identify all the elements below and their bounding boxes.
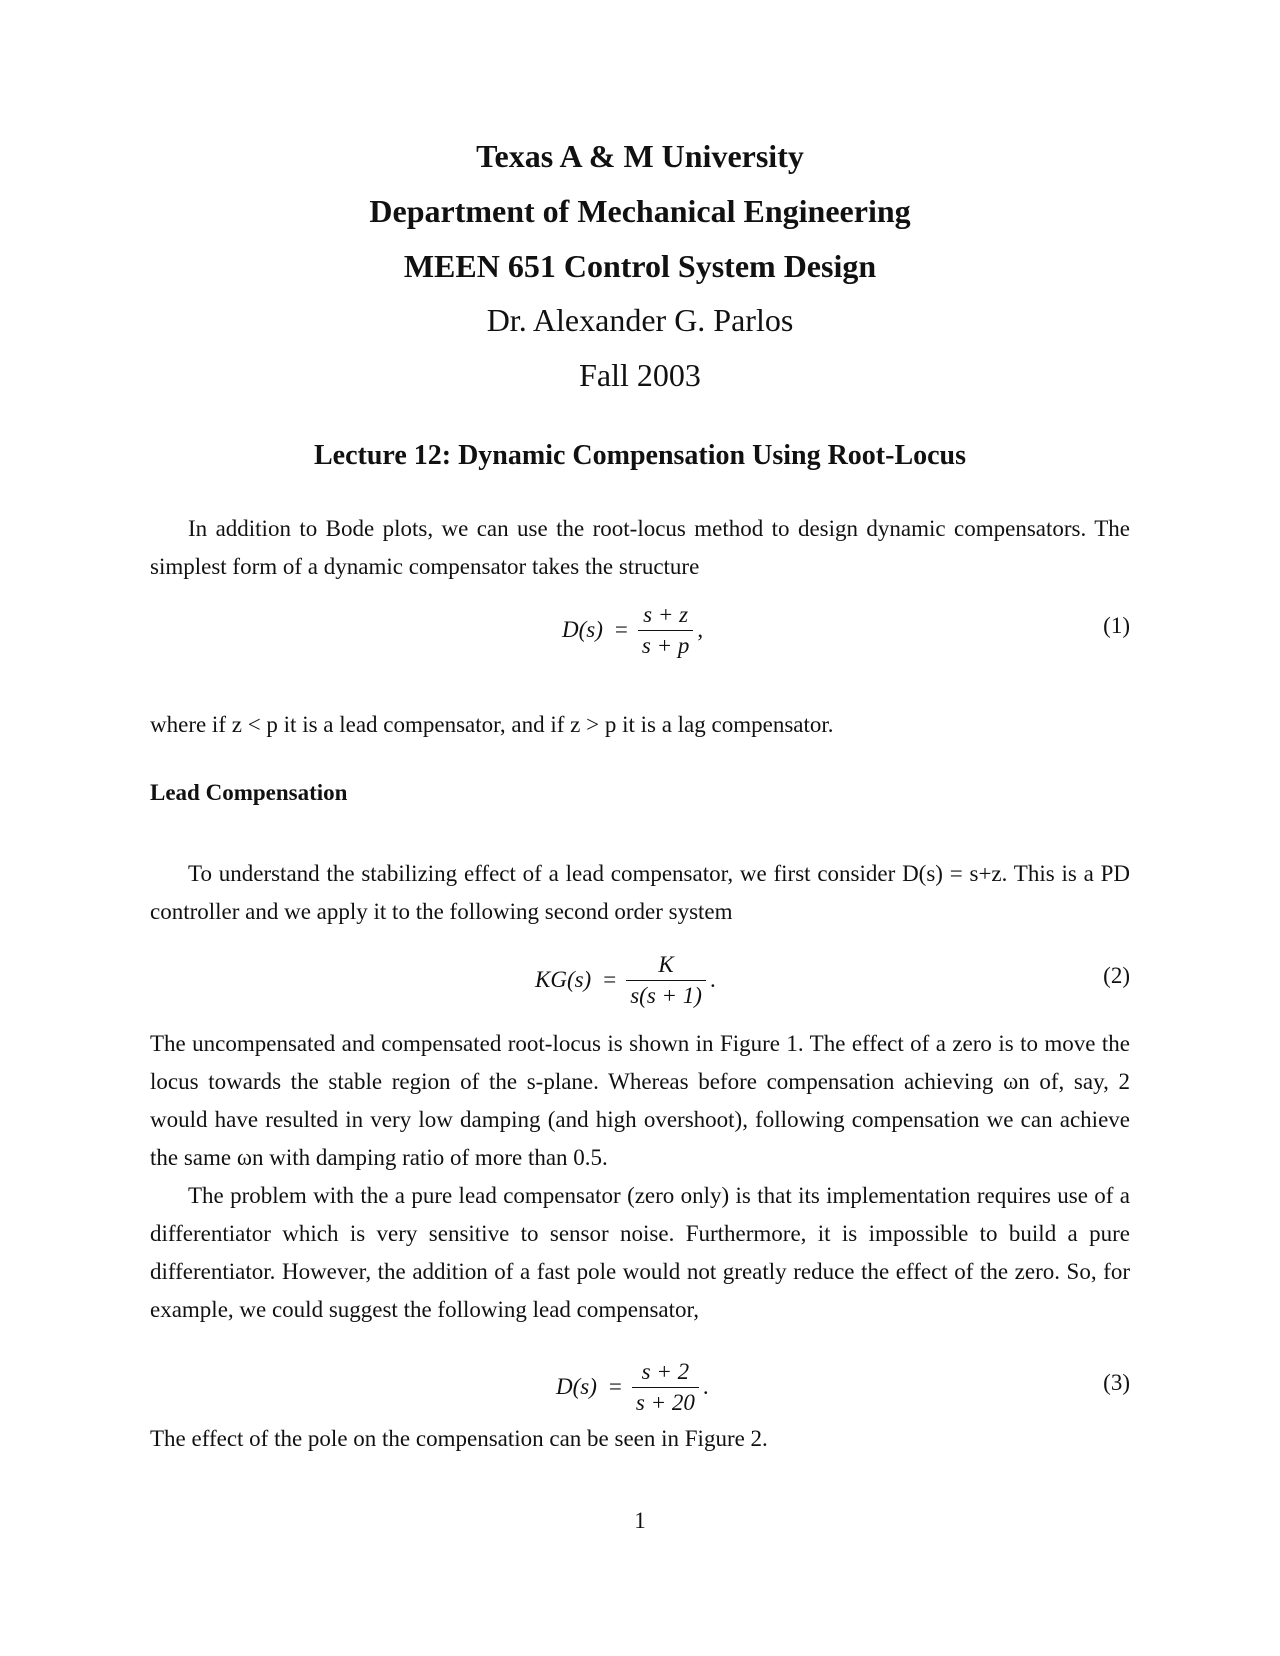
eq3-label: (3) (1103, 1370, 1130, 1395)
lead-paragraph-2: The uncompensated and compensated root-locus is shown in Figure 1. The effect of a zero is to move the locus towards the stable region of the s-plane. Whereas before compensation achieving ωn of, say, 2 would have resulted in very low damping (and high overshoot), following compensation we can achieve the same ωn with damping ratio of more than 0.5. (150, 1031, 1130, 1170)
equation-2 (0, 945, 1280, 1015)
course-title: MEEN 651 Control System Design (403, 248, 877, 284)
equation-1 (0, 595, 1280, 665)
eq1-denominator: s + p (638, 630, 693, 659)
eq3-equals: = (608, 1374, 622, 1399)
eq3-numerator: s + 2 (641, 1358, 690, 1384)
term: Fall 2003 (579, 357, 701, 393)
eq1-fraction (638, 602, 693, 659)
eq1-numerator: s + z (643, 601, 689, 627)
eq2-denominator: s(s + 1) (626, 980, 706, 1009)
lead-paragraph-1: To understand the stabilizing effect of a lead compensator, we first consider D(s) = s+z. This is a PD controller and we apply it to the following second order system (150, 861, 1130, 924)
eq1-punctuation: , (697, 617, 704, 642)
lecture-title: Lecture 12: Dynamic Compensation Using Root-Locus (313, 440, 967, 471)
eq3-punctuation: . (702, 1374, 709, 1399)
intro-paragraph: In addition to Bode plots, we can use the root-locus method to design dynamic compensators. The simplest form of a dynamic compensator takes the structure (150, 516, 1130, 579)
eq3-lhs: D(s) (556, 1374, 597, 1399)
eq2-lhs: KG(s) (535, 967, 592, 992)
eq2-numerator: K (658, 951, 674, 977)
eq2-punctuation: . (709, 967, 716, 992)
eq2-equals: = (603, 967, 617, 992)
eq1-lhs: D(s) (562, 617, 603, 642)
eq2-fraction (626, 952, 706, 1009)
page-number: 1 (634, 1508, 646, 1533)
instructor-name: Dr. Alexander G. Parlos (486, 302, 794, 338)
section-heading: Lead Compensation (150, 780, 348, 805)
lead-paragraph-3: The problem with the a pure lead compensator (zero only) is that its implementation requires use of a differentiator which is very sensitive to sensor noise. Furthermore, it is impossible to build a pure differentiator. However, the addition of a fast pole would not greatly reduce the effect of the zero. So, for example, we could suggest the following lead compensator, (150, 1183, 1130, 1322)
lead-paragraph-4: The effect of the pole on the compensation can be seen in Figure 2. (150, 1426, 768, 1451)
eq1-equals: = (614, 617, 628, 642)
equation-3 (0, 1352, 1280, 1422)
university-name: Texas A & M University (476, 138, 804, 174)
eq2-label: (2) (1103, 963, 1130, 988)
eq3-fraction (632, 1359, 699, 1416)
eq1-label: (1) (1103, 613, 1130, 638)
intro-paragraph-2: where if z < p it is a lead compensator, and if z > p it is a lag compensator. (150, 712, 834, 737)
eq3-denominator: s + 20 (632, 1387, 699, 1416)
department-name: Department of Mechanical Engineering (369, 193, 911, 229)
